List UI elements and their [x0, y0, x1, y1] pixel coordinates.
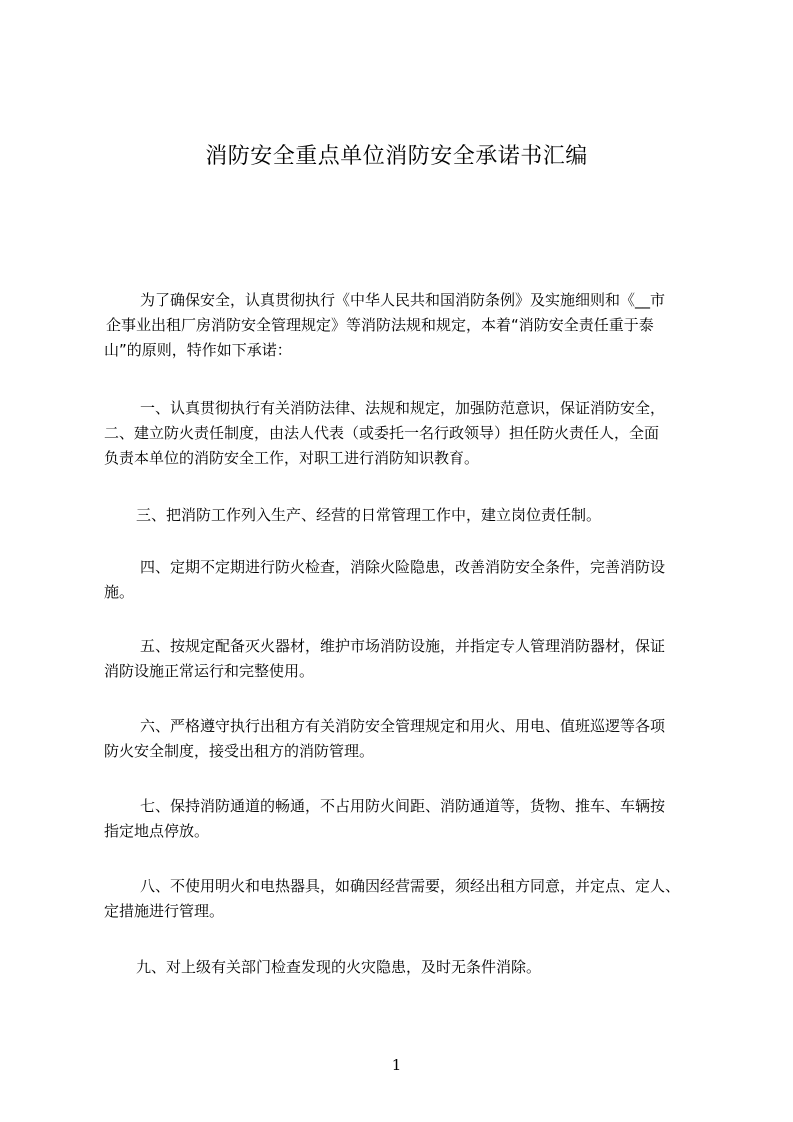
paragraph-line: 防火安全制度，接受出租方的消防管理。 — [104, 742, 375, 760]
paragraph-line: 消防设施正常运行和完整使用。 — [104, 662, 315, 680]
clause-1-2-paragraph — [104, 396, 704, 471]
paragraph-line: 企事业出租厂房消防安全管理规定》等消防法规和规定，本着“消防安全责任重于泰 — [106, 316, 654, 334]
paragraph-line: 九、对上级有关部门检查发现的火灾隐患，及时无条件消除。 — [136, 958, 542, 976]
clause-6-paragraph — [104, 714, 704, 764]
paragraph-line: 五、按规定配备灭火器材，维护市场消防设施，并指定专人管理消防器材，保证 — [140, 637, 666, 655]
paragraph-line: 施。 — [104, 583, 135, 601]
page-number: 1 — [391, 1056, 402, 1074]
clause-8-paragraph — [104, 874, 704, 924]
clause-7-paragraph — [104, 794, 704, 844]
paragraph-line: 七、保持消防通道的畅通，不占用防火间距、消防通道等，货物、推车、车辆按 — [140, 797, 666, 815]
document-title: 消防安全重点单位消防安全承诺书汇编 — [205, 144, 588, 169]
paragraph-line: 负责本单位的消防安全工作，对职工进行消防知识教育。 — [104, 449, 480, 467]
paragraph-line: 四、定期不定期进行防火检查，消除火险隐患，改善消防安全条件，完善消防设 — [140, 558, 666, 576]
paragraph-line: 六、严格遵守执行出租方有关消防安全管理规定和用火、用电、值班巡逻等各项 — [140, 717, 666, 735]
paragraph-line: 为了确保安全，认真贯彻执行《中华人民共和国消防条例》及实施细则和《__市 — [140, 291, 666, 309]
paragraph-line: 八、不使用明火和电热器具，如确因经营需要，须经出租方同意，并定点、定人、 — [140, 877, 681, 895]
intro-paragraph — [104, 288, 704, 363]
clause-9-paragraph — [104, 955, 704, 980]
paragraph-line: 山”的原则，特作如下承诺： — [104, 341, 292, 359]
paragraph-line: 二、建立防火责任制度，由法人代表（或委托一名行政领导）担任防火责任人，全面 — [104, 424, 660, 442]
paragraph-line: 三、把消防工作列入生产、经营的日常管理工作中，建立岗位责任制。 — [136, 506, 602, 524]
paragraph-line: 一、认真贯彻执行有关消防法律、法规和规定，加强防范意识，保证消防安全， — [140, 399, 666, 417]
clause-4-paragraph — [104, 555, 704, 605]
paragraph-line: 指定地点停放。 — [104, 822, 210, 840]
paragraph-line: 定措施进行管理。 — [104, 902, 225, 920]
clause-5-paragraph — [104, 634, 704, 684]
clause-3-paragraph — [104, 503, 704, 528]
